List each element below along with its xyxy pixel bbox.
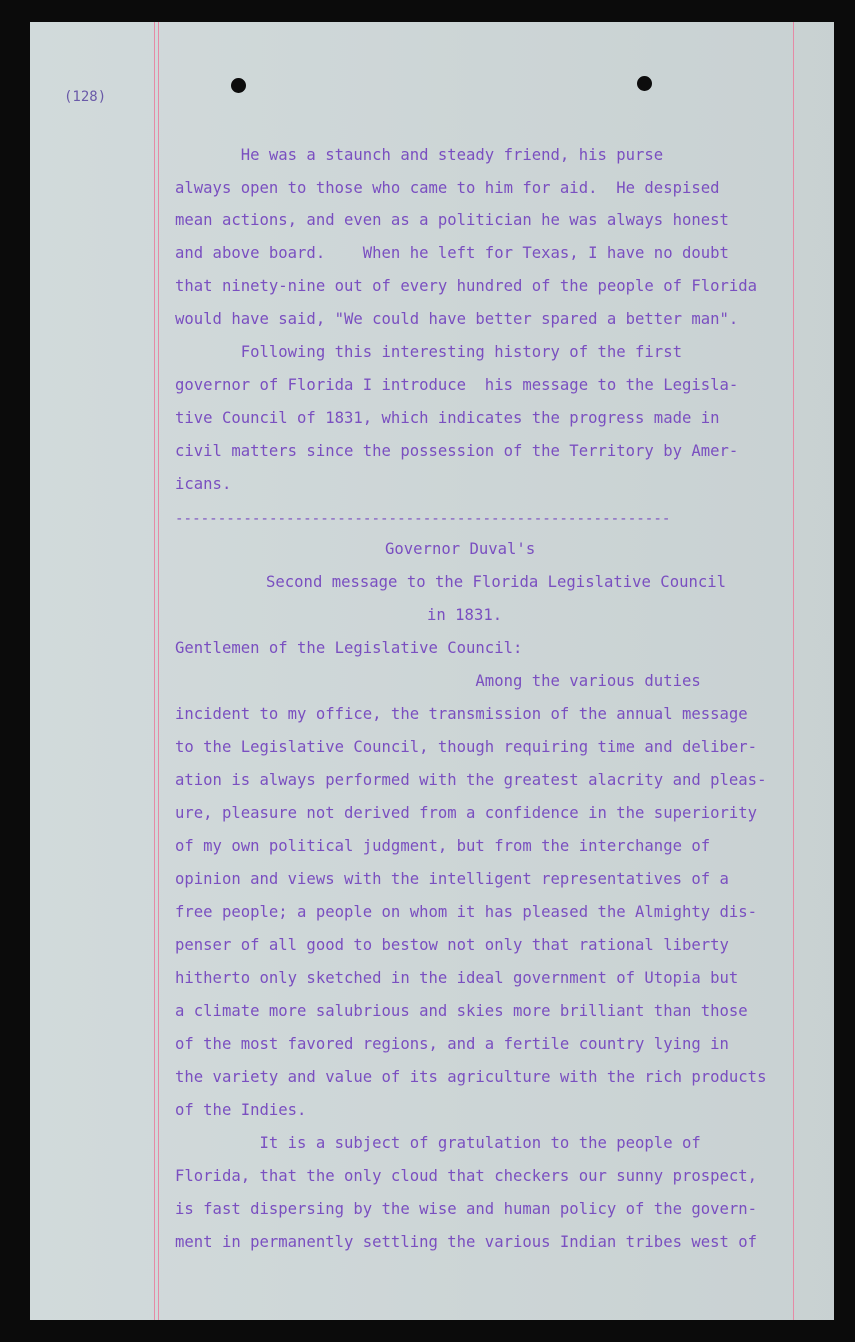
- text-line: opinion and views with the intelligent representatives of a: [175, 870, 729, 888]
- text-line: civil matters since the possession of the Territory by Amer-: [175, 442, 739, 460]
- text-line: ment in permanently settling the various Indian tribes west of: [175, 1233, 758, 1251]
- heading-year: in 1831.: [427, 606, 503, 624]
- heading-title: Governor Duval's: [385, 540, 536, 558]
- text-line: free people; a people on whom it has pleased the Almighty dis-: [175, 903, 758, 921]
- page-number: (128): [64, 89, 107, 105]
- text-line: governor of Florida I introduce his message to the Legisla-: [175, 376, 739, 394]
- punch-hole: [231, 78, 246, 93]
- text-line: Following this interesting history of the first: [175, 343, 682, 361]
- text-line: ation is always performed with the greatest alacrity and pleas-: [175, 771, 767, 789]
- text-line: of the most favored regions, and a fertile country lying in: [175, 1035, 729, 1053]
- right-margin-line: [793, 22, 794, 1320]
- text-line: ure, pleasure not derived from a confidence in the superiority: [175, 804, 758, 822]
- left-margin-line: [154, 22, 155, 1320]
- text-line: Among the various duties: [175, 672, 701, 690]
- text-line: It is a subject of gratulation to the people of: [175, 1134, 701, 1152]
- text-line: tive Council of 1831, which indicates the progress made in: [175, 409, 720, 427]
- document-page: [30, 22, 834, 1320]
- punch-hole: [637, 76, 652, 91]
- text-line: hitherto only sketched in the ideal government of Utopia but: [175, 969, 739, 987]
- text-line: is fast dispersing by the wise and human policy of the govern-: [175, 1200, 758, 1218]
- text-line: incident to my office, the transmission of the annual message: [175, 705, 748, 723]
- text-line: always open to those who came to him for aid. He despised: [175, 179, 720, 197]
- text-line: icans.: [175, 475, 232, 493]
- text-line: of the Indies.: [175, 1101, 307, 1119]
- text-line: would have said, "We could have better spared a better man".: [175, 310, 739, 328]
- text-line: penser of all good to bestow not only that rational liberty: [175, 936, 729, 954]
- text-line: a climate more salubrious and skies more brilliant than those: [175, 1002, 748, 1020]
- separator-line: ----------------------------------------------------------: [175, 511, 671, 527]
- heading-subtitle: Second message to the Florida Legislative Council: [266, 573, 727, 591]
- left-margin-line-inner: [158, 22, 159, 1320]
- text-line: He was a staunch and steady friend, his purse: [175, 146, 664, 164]
- salutation: Gentlemen of the Legislative Council:: [175, 639, 523, 657]
- text-line: mean actions, and even as a politician he was always honest: [175, 211, 729, 229]
- text-line: Florida, that the only cloud that checkers our sunny prospect,: [175, 1167, 758, 1185]
- text-line: that ninety-nine out of every hundred of the people of Florida: [175, 277, 758, 295]
- text-line: to the Legislative Council, though requiring time and deliber-: [175, 738, 758, 756]
- text-line: of my own political judgment, but from the interchange of: [175, 837, 711, 855]
- text-line: the variety and value of its agriculture with the rich products: [175, 1068, 767, 1086]
- text-line: and above board. When he left for Texas, I have no doubt: [175, 244, 729, 262]
